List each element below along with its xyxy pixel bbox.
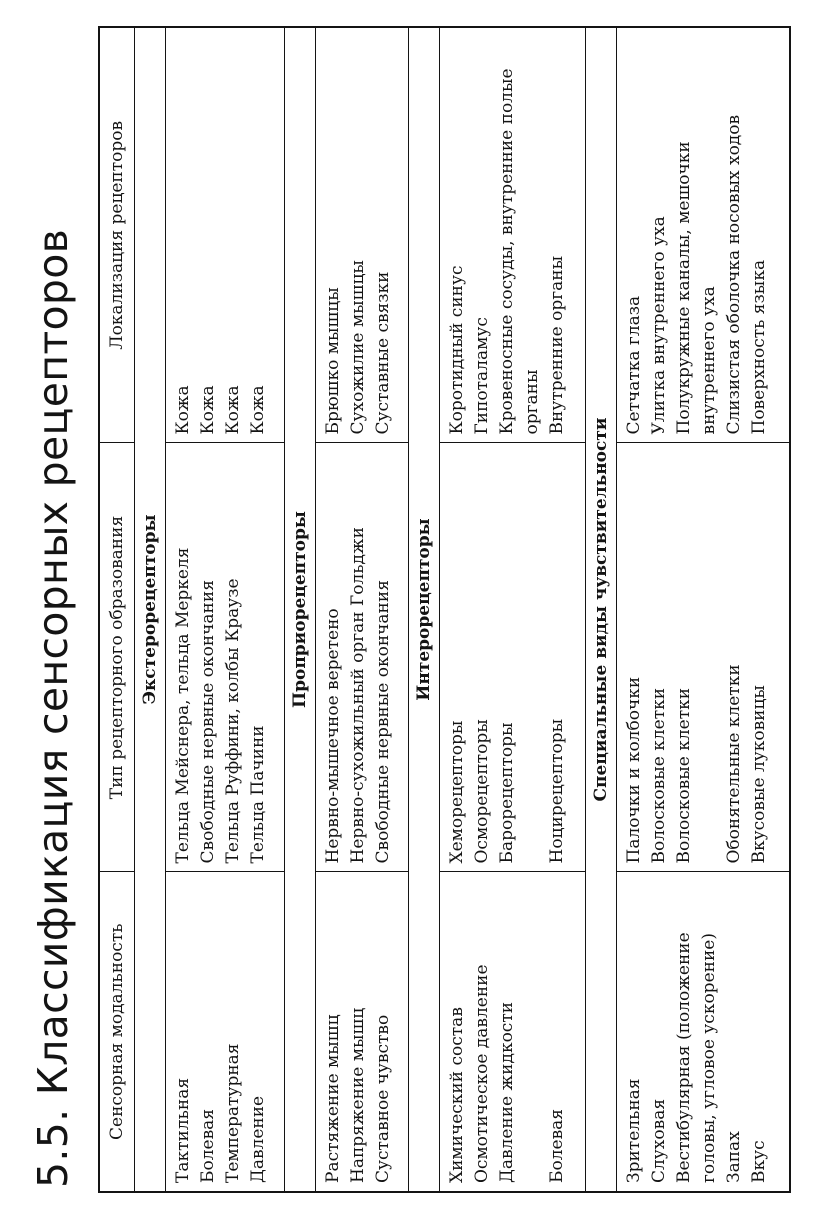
header-modality: Сенсорная модальность xyxy=(99,872,135,1192)
modality-item: Вкус xyxy=(748,1140,769,1183)
receptor-type-item: Тельца Руффини, колбы Краузе xyxy=(223,578,243,864)
localization-item: Коротидный синус xyxy=(446,265,467,435)
receptor-type-item: Барорецепторы xyxy=(496,722,517,864)
receptor-type-item: Нервно-мышечное веретено xyxy=(323,608,344,864)
localization-item: Кровеносные сосуды, внутренние полые органы xyxy=(496,68,542,435)
localization-item: Кожа xyxy=(198,385,218,435)
receptor-type-item: Тельца Мейснера, тельца Меркеля xyxy=(173,547,193,864)
modality-cell xyxy=(616,872,790,1192)
receptor-type-item: Свободные нервные окончания xyxy=(198,580,218,864)
receptor-type-item: Тельца Пачини xyxy=(248,725,268,864)
section-title-extero: Экстерорецепторы xyxy=(135,27,166,1192)
modality-item: Давление xyxy=(248,1095,268,1183)
header-localization: Локализация рецепторов xyxy=(99,27,135,443)
table-row-intero xyxy=(439,27,585,1192)
localization-item: Брюшко мышцы xyxy=(323,287,344,435)
table-row-proprio xyxy=(316,27,408,1192)
modality-cell xyxy=(316,872,408,1192)
modality-item: Напряжение мышц xyxy=(348,1007,369,1183)
modality-item: Запах xyxy=(723,1131,744,1183)
modality-item: Температурная xyxy=(223,1043,243,1183)
table-row-extero xyxy=(166,27,285,1192)
localization-item: Суставные связки xyxy=(373,271,394,435)
section-row-proprio xyxy=(285,27,316,1192)
localization-item: Кожа xyxy=(173,385,193,435)
section-row-extero xyxy=(135,27,166,1192)
section-title-intero: Интерорецепторы xyxy=(408,27,439,1192)
modality-item: Растяжение мышц xyxy=(323,1014,344,1183)
section-title-proprio: Проприорецепторы xyxy=(285,27,316,1192)
receptor-type-cell xyxy=(616,443,790,872)
modality-item: Болевая xyxy=(546,1108,567,1183)
receptor-type-cell xyxy=(439,443,585,872)
modality-item: Осмотическое давление xyxy=(471,964,492,1183)
modality-item: Суставное чувство xyxy=(373,1014,394,1183)
localization-item: Улитка внутреннего уха xyxy=(648,216,669,435)
localization-cell xyxy=(316,27,408,443)
modality-item: Слуховая xyxy=(648,1098,669,1183)
section-row-special xyxy=(585,27,616,1192)
receptor-type-item: Волосковые клетки xyxy=(648,687,669,864)
localization-cell xyxy=(616,27,790,443)
receptor-type-item: Обонятельные клетки xyxy=(723,664,744,864)
page-title: 5.5. Классификация сенсорных рецепторов xyxy=(29,228,77,1188)
receptor-type-item: Хеморецепторы xyxy=(446,720,467,864)
modality-cell xyxy=(166,872,285,1192)
header-receptor-type: Тип рецепторного образования xyxy=(99,443,135,872)
receptor-classification-table xyxy=(98,28,791,1193)
modality-item: Зрительная xyxy=(623,1078,644,1183)
receptor-type-item: Вкусовые луковицы xyxy=(748,685,769,864)
localization-item: Слизистая оболочка носовых ходов xyxy=(723,114,744,435)
section-title-special: Специальные виды чувствительности xyxy=(585,27,616,1192)
modality-cell xyxy=(439,872,585,1192)
section-row-intero xyxy=(408,27,439,1192)
modality-item: Давление жидкости xyxy=(496,1001,517,1183)
modality-item: Химический состав xyxy=(446,1007,467,1183)
localization-cell xyxy=(166,27,285,443)
table-row-special xyxy=(616,27,790,1192)
localization-item: Гипоталамус xyxy=(471,317,492,435)
receptor-type-item: Палочки и колбочки xyxy=(623,676,644,864)
receptor-type-item: Нервно-сухожильный орган Гольджи xyxy=(348,527,369,864)
localization-item: Внутренние органы xyxy=(546,255,567,435)
receptor-type-item: Осморецепторы xyxy=(471,719,492,864)
receptor-type-item: Ноцирецепторы xyxy=(546,718,567,864)
receptor-type-cell xyxy=(316,443,408,872)
localization-item: Сухожилие мышцы xyxy=(348,260,369,435)
localization-item: Сетчатка глаза xyxy=(623,295,644,435)
localization-cell xyxy=(439,27,585,443)
localization-item: Полукружные каналы, мешочки внутреннего уха xyxy=(673,141,719,435)
table-header-row xyxy=(99,27,135,1192)
modality-item: Болевая xyxy=(198,1108,218,1183)
receptor-type-cell xyxy=(166,443,285,872)
receptor-type-item: Свободные нервные окончания xyxy=(373,580,394,864)
modality-item: Тактильная xyxy=(173,1077,193,1183)
localization-item: Поверхность языка xyxy=(748,259,769,435)
localization-item: Кожа xyxy=(248,385,268,435)
receptor-type-item: Волосковые клетки xyxy=(673,687,694,864)
modality-item: Вестибулярная (положение головы, угловое ускорение) xyxy=(673,932,719,1183)
localization-item: Кожа xyxy=(223,385,243,435)
